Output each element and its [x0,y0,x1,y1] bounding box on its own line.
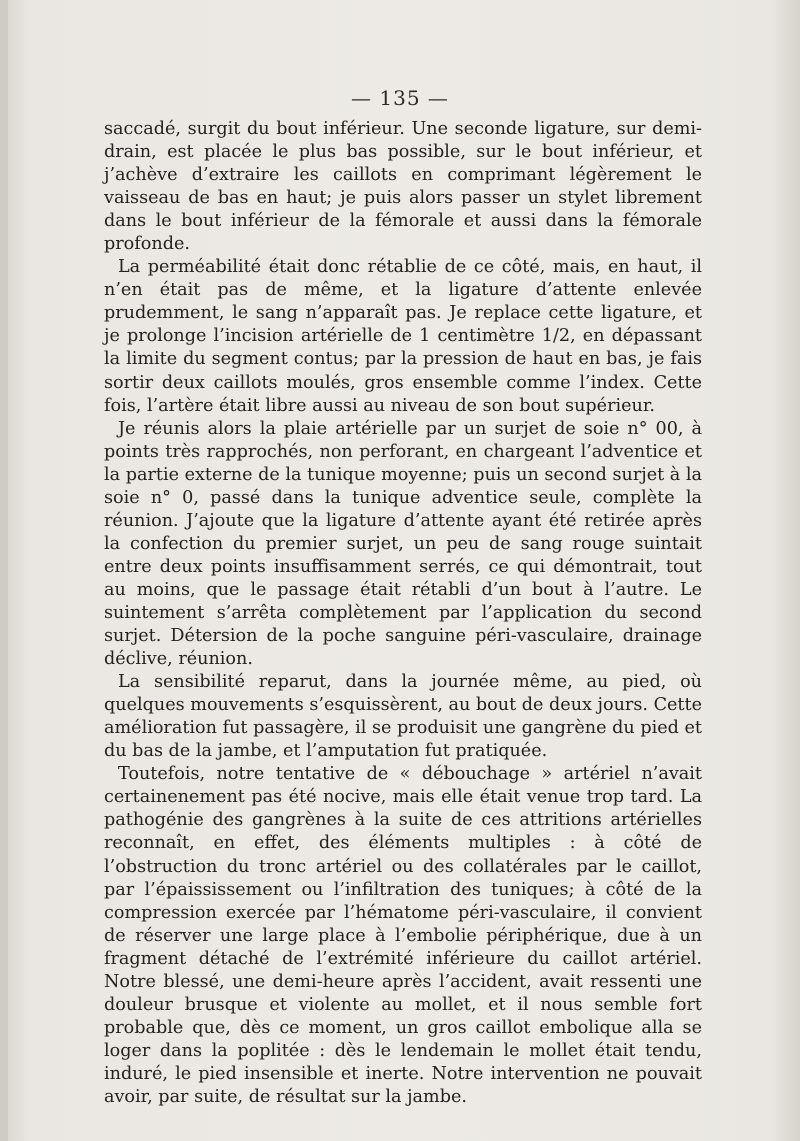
paragraph-1: saccadé, surgit du bout inférieur. Une seconde ligature, sur demi-drain, est placée le plus bas possible, sur le bout inférieur, et j’achève d’extraire les caillots en comprimant légèrement le vaisseau de bas en haut; je puis alors passer un stylet librement dans le bout inférieur de la fémorale et aussi dans la fémorale profonde. [104,119,702,255]
paragraph-2: La perméabilité était donc rétablie de ce côté, mais, en haut, il n’en était pas de même, et la ligature d’attente enlevée prudemment, le sang n’apparaît pas. Je replace cette ligature, et je prolonge l’incision artérielle de 1 centimètre 1/2, en dépassant la limite du segment contus; par la pression de haut en bas, je fais sortir deux caillots moulés, gros ensemble comme l’index. Cette fois, l’artère était libre aussi au niveau de son bout supérieur. [104,257,702,416]
paragraph-5: Toutefois, notre tentative de « débouchage » artériel n’avait certainenement pas été nocive, mais elle était venue trop tard. La pathogénie des gangrènes à la suite de ces attritions artérielles reconnaît, en effet, des éléments multiples : à côté de l’obstruction du tronc artériel ou des collatérales par le caillot, par l’épaississement ou l’infiltration des tuniques; à côté de la compression exercée par l’hématome péri-vasculaire, il convient de réserver une large place à l’embolie périphérique, due à un fragment détaché de l’extrémité inférieure du caillot artériel. Notre blessé, une demi-heure après l’accident, avait ressenti une douleur brusque et violente au mollet, et il nous semble fort probable que, dès ce moment, un gros caillot embolique alla se loger dans la poplitée : dès le lendemain le mollet était tendu, induré, le pied insensible et inerte. Notre intervention ne pouvait avoir, par suite, de résultat sur la jambe. [104,764,702,1107]
paragraph-4: La sensibilité reparut, dans la journée même, au pied, où quelques mouvements s’esquissèrent, au bout de deux jours. Cette amélioration fut passagère, il se produisit une gangrène du pied et du bas de la jambe, et l’amputation fut pratiquée. [104,672,702,762]
paragraph-3: Je réunis alors la plaie artérielle par un surjet de soie n° 00, à points très rapprochés, non perforant, en chargeant l’adventice et la partie externe de la tunique moyenne; puis un second surjet à la soie n° 0, passé dans la tunique adventice seule, complète la réunion. J’ajoute que la ligature d’attente ayant été retirée après la confection du premier surjet, un peu de sang rouge suintait entre deux points insuffisamment serrés, ce qui démontrait, tout au moins, que le passage était rétabli d’un bout à l’autre. Le suintement s’arrêta complètement par l’application du second surjet. Détersion de la poche sanguine péri-vasculaire, drainage déclive, réunion. [104,418,702,670]
page-number: — 135 — [351,86,449,110]
page-left-edge-shadow [0,0,8,1141]
body-text [104,118,702,1109]
